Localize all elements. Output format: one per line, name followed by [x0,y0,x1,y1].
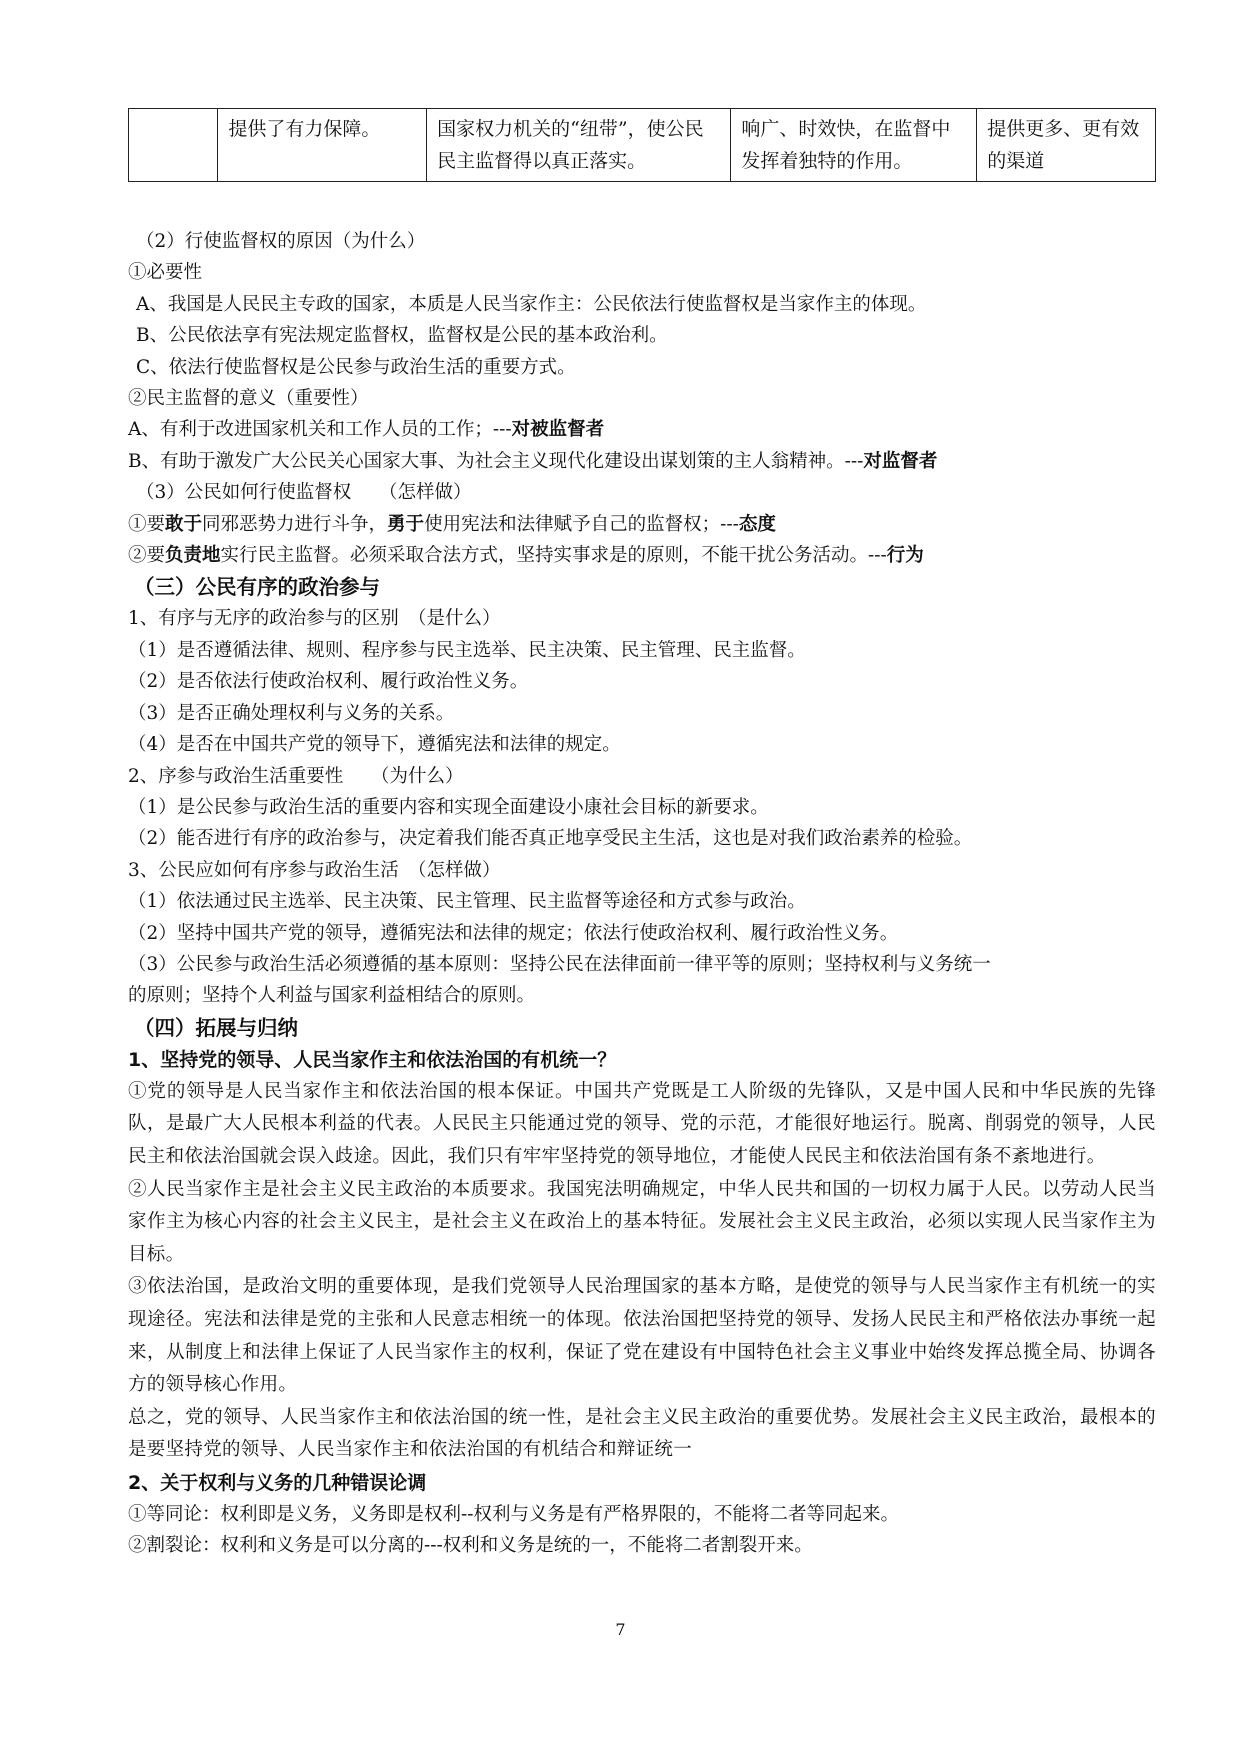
table-cell: 国家权力机关的“纽带”，使公民民主监督得以真正落实。 [427,109,731,182]
list-item: ①等同论：权利即是义务，义务即是权利--权利与义务是有严格界限的，不能将二者等同起来。 [128,1503,900,1525]
list-item: 的原则；坚持个人利益与国家利益相结合的原则。 [128,985,536,1007]
paragraph: ②人民当家作主是社会主义民主政治的本质要求。我国宪法明确规定，中华人民共和国的一切权力属于人民。以劳动人民当家作主为核心内容的社会主义民主，是社会主义在政治上的基本特征。发展社会主义民主政治，必须以实现人民当家作主为目标。 [128,1178,1156,1265]
bold-text: 行为 [886,545,924,567]
paragraph: ①党的领导是人民当家作主和依法治国的根本保证。中国共产党既是工人阶级的先锋队，又是中国人民和中华民族的先锋队，是最广大人民根本利益的代表。人民民主只能通过党的领导、党的示范，才能很好地运行。脱离、削弱党的领导，人民民主和依法治国就会误入歧途。因此，我们只有牢牢坚持党的领导地位，才能使人民民主和依法治国有条不紊地进行。 [128,1080,1156,1167]
list-item: ②割裂论：权利和义务是可以分离的---权利和义务是统的一，不能将二者割裂开来。 [128,1535,813,1557]
list-item: （3）是否正确处理权利与义务的关系。 [128,702,455,724]
part-heading: （三）公民有序的政治参与 [134,575,380,600]
text: ①要 [128,513,166,535]
list-item [128,540,1156,571]
paragraph: 总之，党的领导、人民当家作主和依法治国的统一性，是社会主义民主政治的重要优势。发展社会主义民主政治，最根本的是要坚持党的领导、人民当家作主和依法治国的有机结合和辩证统一 [128,1406,1156,1461]
question-title: 1、有序与无序的政治参与的区别 （是什么） [128,608,501,630]
subsection-title: 1、坚持党的领导、人民当家作主和依法治国的有机统一？ [128,1048,617,1071]
list-item: B、公民依法享有宪法规定监督权，监督权是公民的基本政治利。 [136,325,668,347]
list-item: （1）是否遵循法律、规则、程序参与民主选举、民主决策、民主管理、民主监督。 [128,639,806,661]
list-item [128,446,1156,477]
subheading: ②民主监督的意义（重要性） [128,388,369,410]
list-item: （4）是否在中国共产党的领导下，遵循宪法和法律的规定。 [128,734,621,756]
table-cell: 响广、时效快，在监督中发挥着独特的作用。 [731,109,977,182]
document-page [128,108,1156,1562]
supervision-table [128,108,1156,182]
list-item [128,414,1156,445]
list-item: （3）公民参与政治生活必须遵循的基本原则：坚持公民在法律面前一律平等的原则；坚持权利与义务统一 [128,953,991,975]
text: 实行民主监督。必须采取合法方式，坚持实事求是的原则，不能干扰公务活动。--- [220,545,887,567]
bold-text: 态度 [738,513,776,535]
section-title: （2）行使监督权的原因（为什么） [136,231,426,252]
question-title: 3、公民应如何有序参与政治生活 （怎样做） [128,859,501,881]
bold-text: 敢于 [165,513,203,535]
text: 使用宪法和法律赋予自己的监督权；--- [424,513,739,535]
section-title: （3）公民如何行使监督权 （怎样做） [136,482,472,504]
paragraph: ③依法治国，是政治文明的重要体现，是我们党领导人民治理国家的基本方略，是使党的领导与人民当家作主有机统一的实现途径。宪法和法律是党的主张和人民意志相统一的体现。依法治国把坚持党的领导、发扬人民民主和严格依法办事统一起来，从制度上和法律上保证了人民当家作主的权利，保证了党在建设有中国特色社会主义事业中始终发挥总揽全局、协调各方的领导核心作用。 [128,1276,1156,1396]
list-item [128,509,1156,540]
list-item: （1）依法通过民主选举、民主决策、民主管理、民主监督等途径和方式参与政治。 [128,891,806,913]
bold-text: 勇于 [387,513,425,535]
table-row [129,109,1156,182]
table-cell: 提供了有力保障。 [218,109,427,182]
list-item: （2）坚持中国共产党的领导，遵循宪法和法律的规定；依法行使政治权利、履行政治性义务。 [128,922,899,944]
text: B、有助于激发广大公民关心国家大事、为社会主义现代化建设出谋划策的主人翁精神。--- [128,450,864,472]
part-heading: （四）拓展与归纳 [134,1015,298,1040]
subsection-title: 2、关于权利与义务的几种错误论调 [128,1471,427,1494]
text: 同邪恶势力进行斗争， [202,513,388,535]
bold-text: 负责地 [165,545,221,567]
list-item: （2）能否进行有序的政治参与，决定着我们能否真正地享受民主生活，这也是对我们政治素养的检验。 [128,828,973,850]
bold-text: 对监督者 [863,450,938,472]
content-body [128,226,1156,1562]
bold-text: 对被监督者 [511,419,605,441]
list-item: A、我国是人民民主专政的国家，本质是人民当家作主：公民依法行使监督权是当家作主的体现。 [136,293,927,315]
subheading: ①必要性 [128,262,203,284]
page-number: 7 [615,1620,626,1639]
list-item: （1）是公民参与政治生活的重要内容和实现全面建设小康社会目标的新要求。 [128,796,769,818]
list-item: C、依法行使监督权是公民参与政治生活的重要方式。 [136,356,576,378]
question-title: 2、序参与政治生活重要性 （为什么） [128,765,464,787]
list-item: （2）是否依法行使政治权利、履行政治性义务。 [128,671,529,693]
text: A、有利于改进国家机关和工作人员的工作；--- [128,419,512,441]
table-cell [129,109,218,182]
table-cell: 提供更多、更有效的渠道 [977,109,1156,182]
text: ②要 [128,545,166,567]
